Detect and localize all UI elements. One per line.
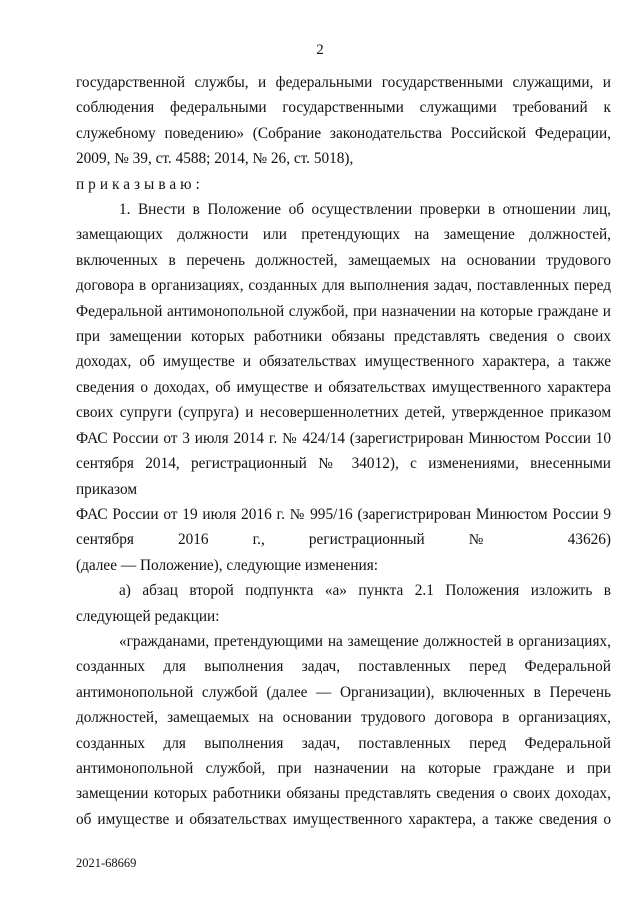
text-line: сведения о доходах, об имуществе и обязательствах имущественного характера (76, 378, 611, 396)
text-line: государственной службы, и федеральными государственными служащими, и (76, 74, 611, 91)
text-line: должностей, замещаемых на основании трудового договора в организациях, (76, 709, 611, 727)
text-line: а) абзац второй подпункта «а» пункта 2.1 Положения изложить в (119, 582, 611, 600)
text-line: замещении которых работники обязаны представлять сведения о своих доходах, (76, 785, 611, 803)
text-line: антимонопольной службой (далее — Организации), включенных в Перечень (76, 683, 611, 701)
text-line: доходах, об имуществе и обязательствах имущественного характера, а также (76, 353, 611, 371)
text-line: следующей редакции: (76, 607, 220, 625)
text-line: (далее — Положение), следующие изменения: (76, 556, 378, 574)
text-line: сентября 2014, регистрационный № 34012), с изменениями, внесенными приказом (76, 455, 611, 498)
page-number: 2 (316, 42, 324, 58)
text-line: включенных в перечень должностей, замещаемых на основании трудового (76, 251, 611, 269)
text-line: созданных для выполнения задач, поставленных перед Федеральной (76, 734, 611, 752)
text-line: «гражданами, претендующими на замещение должностей в организациях, (119, 632, 611, 650)
text-line: 1. Внести в Положение об осуществлении проверки в отношении лиц, (119, 201, 611, 219)
text-line: приказываю: (76, 175, 204, 193)
document-body (76, 70, 611, 832)
text-line: служебному поведению» (Собрание законодательства Российской Федерации, (76, 124, 611, 142)
text-line: Федеральной антимонопольной службой, при назначении на которые граждане и (76, 302, 611, 320)
text-line: при замещении которых работники обязаны представлять сведения о своих (76, 328, 611, 346)
text-line: антимонопольной службой, при назначении на которые граждане и при (76, 759, 611, 777)
text-line: своих супруги (супруга) и несовершеннолетних детей, утвержденное приказом (76, 404, 611, 422)
text-line: об имуществе и обязательствах имущественного характера, а также сведения о (76, 810, 611, 828)
document-id: 2021-68669 (76, 856, 137, 870)
text-line: договора в организациях, созданных для выполнения задач, поставленных перед (76, 277, 611, 295)
text-line: созданных для выполнения задач, поставленных перед Федеральной (76, 658, 611, 676)
text-line: ФАС России от 19 июля 2016 г. № 995/16 (зарегистрирован Минюстом России 9 (76, 505, 611, 523)
text-line: замещающих должности или претендующих на замещение должностей, (76, 226, 611, 244)
text-line: сентября 2016 г., регистрационный № 43626) (76, 531, 611, 549)
text-line: 2009, № 39, ст. 4588; 2014, № 26, ст. 5018), (76, 150, 354, 168)
text-line: соблюдения федеральными государственными служащими требований к (76, 99, 611, 117)
text-line: ФАС России от 3 июля 2014 г. № 424/14 (зарегистрирован Минюстом России 10 (76, 429, 611, 447)
